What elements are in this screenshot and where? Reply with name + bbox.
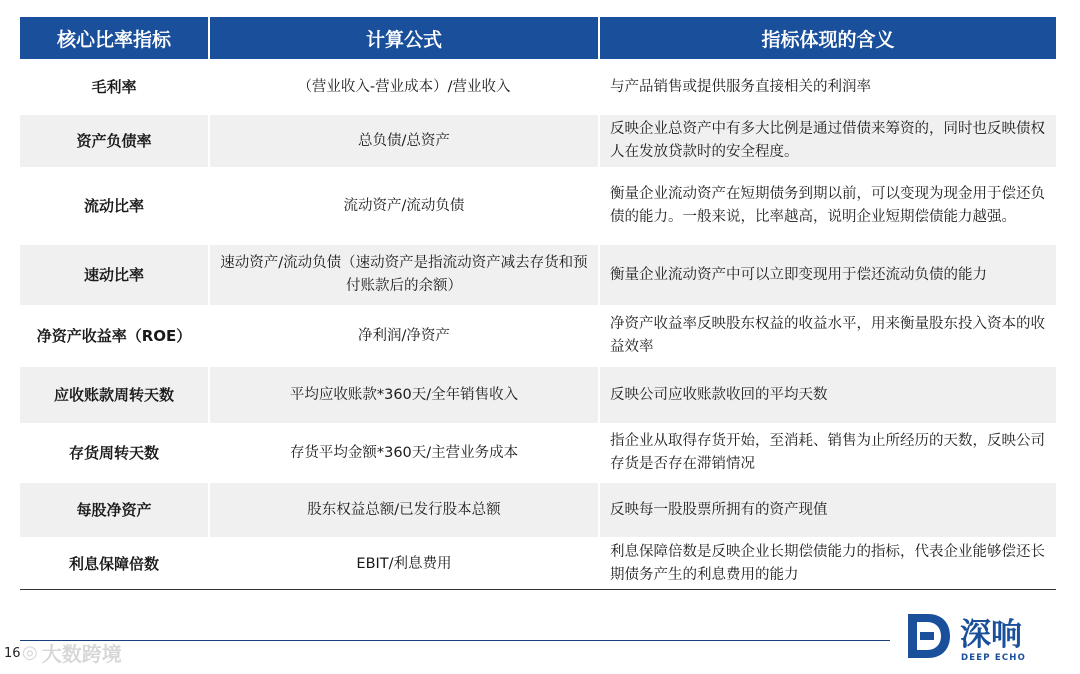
cell-meaning: 利息保障倍数是反映企业长期偿债能力的指标，代表企业能够偿还长期债务产生的利息费用的能力 xyxy=(610,544,1045,583)
table-row xyxy=(20,425,1056,481)
cell-formula: （营业收入-营业成本）/营业收入 xyxy=(297,78,511,95)
cell-meaning: 反映公司应收账款收回的平均天数 xyxy=(600,367,1056,423)
cell-indicator: 毛利率 xyxy=(91,77,137,96)
cell-formula: 速动资产/流动负债（速动资产是指流动资产减去存货和预付账款后的余额） xyxy=(210,245,598,305)
cell-meaning: 与产品销售或提供服务直接相关的利润率 xyxy=(610,78,871,95)
cell-indicator: 利息保障倍数 xyxy=(68,554,159,573)
cell-meaning: 指企业从取得存货开始，至消耗、销售为止所经历的天数，反映公司存货是否存在滞销情况 xyxy=(610,433,1045,472)
cell-meaning: 净资产收益率反映股东权益的收益水平，用来衡量股东投入资本的收益效率 xyxy=(610,316,1045,355)
header-indicator: 核心比率指标 xyxy=(20,17,208,59)
header-meaning: 指标体现的含义 xyxy=(600,17,1056,59)
cell-meaning: 反映每一股股票所拥有的资产现值 xyxy=(600,483,1056,537)
table-row xyxy=(20,483,1056,537)
page-number: 16 xyxy=(4,646,21,661)
table-row xyxy=(20,115,1056,167)
cell-indicator: 流动比率 xyxy=(83,196,144,215)
table-row xyxy=(20,169,1056,243)
cell-indicator: 净资产收益率（ROE） xyxy=(36,326,192,345)
weibo-icon: ◎ xyxy=(22,642,38,663)
watermark xyxy=(22,638,122,667)
table-bottom-rule xyxy=(20,589,1056,590)
table-row xyxy=(20,367,1056,423)
cell-formula: EBIT/利息费用 xyxy=(356,555,452,572)
table-row xyxy=(20,245,1056,305)
cell-meaning: 反映企业总资产中有多大比例是通过借债来筹资的，同时也反映债权人在发放贷款时的安全程度。 xyxy=(600,115,1056,167)
cell-meaning: 衡量企业流动资产在短期债务到期以前，可以变现为现金用于偿还负债的能力。一般来说，比率越高，说明企业短期偿债能力越强。 xyxy=(610,186,1045,225)
ratio-table xyxy=(20,17,1056,589)
cell-formula: 平均应收账款*360天/全年销售收入 xyxy=(210,367,598,423)
footer-divider xyxy=(20,640,890,641)
cell-formula: 净利润/净资产 xyxy=(358,327,450,344)
cell-formula: 总负债/总资产 xyxy=(210,115,598,167)
watermark-text: 大数跨境 xyxy=(41,642,122,666)
deep-echo-logo xyxy=(906,608,1056,664)
header-formula: 计算公式 xyxy=(210,17,598,59)
logo-subtext: DEEP ECHO xyxy=(961,653,1027,663)
cell-indicator: 应收账款周转天数 xyxy=(20,367,208,423)
cell-formula: 存货平均金额*360天/主营业务成本 xyxy=(289,444,519,461)
table-row xyxy=(20,539,1056,589)
cell-indicator: 资产负债率 xyxy=(20,115,208,167)
table-header xyxy=(20,17,1056,59)
cell-formula: 流动资产/流动负债 xyxy=(343,197,465,214)
cell-indicator: 存货周转天数 xyxy=(68,443,159,462)
table-row xyxy=(20,61,1056,113)
cell-formula: 股东权益总额/已发行股本总额 xyxy=(210,483,598,537)
cell-indicator: 速动比率 xyxy=(20,245,208,305)
table-row xyxy=(20,307,1056,365)
cell-indicator: 每股净资产 xyxy=(20,483,208,537)
logo-text: 深响 xyxy=(960,617,1022,653)
cell-meaning: 衡量企业流动资产中可以立即变现用于偿还流动负债的能力 xyxy=(600,245,1056,305)
